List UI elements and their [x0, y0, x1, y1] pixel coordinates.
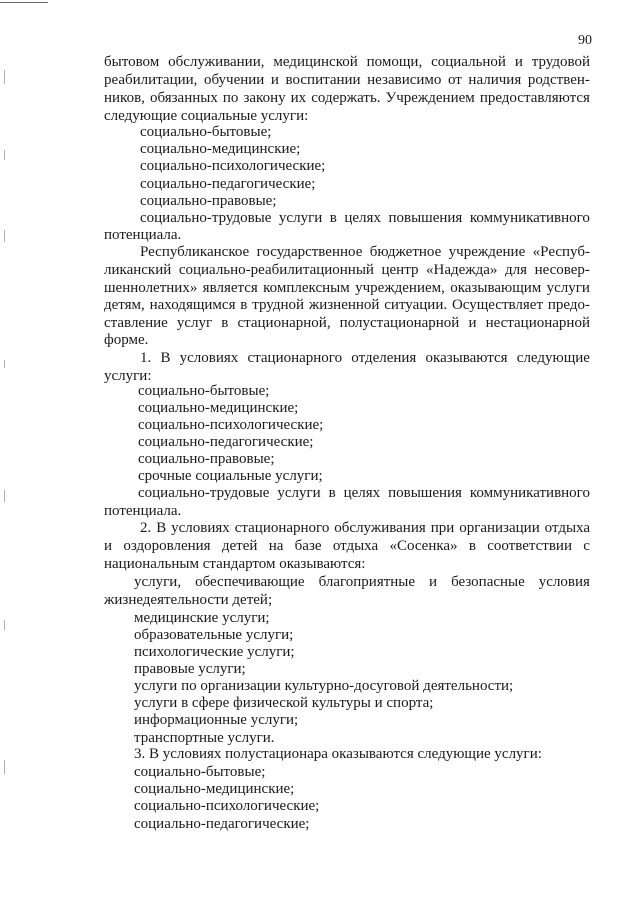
word: обязанных: [149, 90, 218, 106]
word: Республиканское: [140, 244, 250, 260]
word: нестационарной: [485, 315, 590, 331]
text-line: [104, 262, 590, 279]
word: и: [429, 574, 438, 590]
word: оздоровления: [123, 538, 211, 554]
word: находящимся: [149, 297, 236, 313]
word: целях: [344, 210, 381, 226]
word: Осуществляет: [451, 297, 544, 313]
word: и: [270, 72, 279, 88]
word: повышения: [388, 210, 463, 226]
text-line: медицинские услуги;: [134, 610, 270, 626]
scan-margin-marks: [4, 60, 6, 820]
word: учреждение: [448, 244, 526, 260]
word: от: [447, 72, 462, 88]
word: ситуации.: [384, 297, 448, 313]
word: социально-реабилитационный: [178, 262, 374, 278]
word: В: [156, 520, 167, 536]
word: комплексным: [263, 280, 350, 296]
word: ников,: [104, 90, 145, 106]
text-line: услуги:: [104, 368, 152, 384]
text-line: срочные социальные услуги;: [138, 468, 323, 484]
word: реабилитации,: [104, 72, 198, 88]
text-line: [138, 485, 590, 502]
text-line: [140, 210, 590, 227]
word: является: [202, 280, 258, 296]
word: детей: [221, 538, 258, 554]
text-line: информационные услуги;: [134, 712, 299, 728]
word: центр: [381, 262, 419, 278]
word: с: [583, 538, 590, 554]
word: услуг: [176, 315, 213, 331]
text-line: социально-правовые;: [138, 451, 275, 467]
text-line: социально-психологические;: [134, 798, 320, 814]
text-line: социально-медицинские;: [134, 781, 295, 797]
word: полустационарной: [339, 315, 460, 331]
word: оказывающим: [450, 280, 542, 296]
word: целях: [343, 485, 381, 501]
word: содержать.: [311, 90, 381, 106]
word: их: [290, 90, 307, 106]
word: условиях: [179, 350, 239, 366]
word: услуги: [546, 280, 590, 296]
word: коммуникативного: [469, 485, 590, 501]
word: оказываются: [425, 350, 508, 366]
word: организации: [459, 520, 540, 536]
word: обслуживании,: [168, 54, 265, 70]
text-line: [140, 520, 590, 537]
text-line: социально-медицинские;: [138, 400, 299, 416]
text-line: [104, 72, 590, 89]
word: благоприятные: [318, 574, 416, 590]
text-line: [104, 315, 590, 332]
word: по: [222, 90, 239, 106]
word: трудной: [252, 297, 305, 313]
word: жизненной: [308, 297, 380, 313]
text-line: [104, 54, 590, 71]
word: «Респуб-: [532, 244, 590, 260]
word: государственное: [256, 244, 363, 260]
word: медицинской: [273, 54, 358, 70]
text-line: [104, 280, 590, 297]
text-line: [104, 538, 590, 555]
word: предо-: [547, 297, 590, 313]
word: детям,: [104, 297, 145, 313]
word: стационарной,: [237, 315, 331, 331]
text-line: потенциала.: [104, 503, 182, 519]
word: стационарного: [247, 350, 343, 366]
word: при: [430, 520, 455, 536]
text-line: 3. В условиях полустационара оказываются следующие услуги:: [134, 746, 542, 762]
word: закону: [243, 90, 286, 106]
text-line: социально-педагогические;: [140, 176, 316, 192]
text-line: социально-медицинские;: [140, 141, 301, 157]
text-line: социально-психологические;: [138, 417, 324, 433]
word: коммуникативного: [469, 210, 590, 226]
text-line: национальным стандартом оказываются:: [104, 556, 366, 572]
word: В: [160, 350, 171, 366]
word: и: [104, 538, 113, 554]
word: в: [329, 210, 337, 226]
text-line: потенциала.: [104, 227, 182, 243]
word: 1.: [140, 350, 152, 366]
word: обучении: [203, 72, 265, 88]
text-line: [140, 350, 590, 367]
word: повышения: [388, 485, 462, 501]
word: услуги: [277, 485, 321, 501]
word: безопасные: [451, 574, 525, 590]
word: в: [240, 297, 248, 313]
word: помощи,: [366, 54, 423, 70]
word: социально-трудовые: [138, 485, 270, 501]
word: 2.: [140, 520, 152, 536]
word: в: [221, 315, 229, 331]
text-line: жизнедеятельности детей;: [104, 592, 273, 608]
word: трудовой: [531, 54, 590, 70]
text-line: социально-педагогические;: [134, 816, 310, 832]
text-line: следующие социальные услуги:: [104, 108, 309, 124]
text-line: [134, 574, 590, 591]
word: родствен-: [527, 72, 590, 88]
word: ставление: [104, 315, 168, 331]
word: в: [468, 538, 476, 554]
text-line: услуги в сфере физической культуры и спорта;: [134, 695, 434, 711]
word: воспитании: [285, 72, 361, 88]
text-line: социально-бытовые;: [134, 764, 266, 780]
word: стационарного: [234, 520, 330, 536]
word: условия: [538, 574, 590, 590]
word: соответствии: [487, 538, 572, 554]
page-number: 90: [578, 33, 592, 48]
text-line: социально-правовые;: [140, 193, 277, 209]
text-line: [104, 297, 590, 314]
word: услуги: [278, 210, 323, 226]
word: в: [328, 485, 336, 501]
word: ликанский: [104, 262, 172, 278]
word: учреждением,: [355, 280, 445, 296]
text-line: социально-бытовые;: [140, 124, 272, 140]
text-line: [104, 90, 590, 107]
text-line: [140, 244, 590, 261]
word: отделения: [351, 350, 417, 366]
scan-edge-line: [0, 2, 48, 3]
word: Учреждением: [385, 90, 475, 106]
word: для: [504, 262, 528, 278]
word: отдыха: [544, 520, 590, 536]
word: следующие: [516, 350, 590, 366]
word: бюджетное: [369, 244, 442, 260]
word: наличия: [468, 72, 522, 88]
text-line: правовые услуги;: [134, 661, 246, 677]
word: бытовом: [104, 54, 160, 70]
word: шеннолетних»: [104, 280, 198, 296]
word: условиях: [171, 520, 230, 536]
word: предоставляются: [479, 90, 590, 106]
word: и: [514, 54, 523, 70]
text-line: услуги по организации культурно-досуговой деятельности;: [134, 678, 514, 694]
text-line: социально-психологические;: [140, 158, 326, 174]
text-line: социально-педагогические;: [138, 434, 314, 450]
word: независимо: [367, 72, 442, 88]
text-line: форме.: [104, 332, 149, 348]
text-line: образовательные услуги;: [134, 627, 294, 643]
word: «Надежда»: [426, 262, 498, 278]
word: социальной: [431, 54, 506, 70]
word: несовер-: [534, 262, 590, 278]
word: социально-трудовые: [140, 210, 272, 226]
word: услуги,: [134, 574, 182, 590]
word: на: [268, 538, 284, 554]
word: отдыха: [332, 538, 379, 554]
text-line: транспортные услуги.: [134, 730, 275, 746]
word: базе: [294, 538, 322, 554]
word: и: [468, 315, 477, 331]
text-line: социально-бытовые;: [138, 383, 270, 399]
word: «Сосенка»: [389, 538, 458, 554]
word: обслуживания: [334, 520, 426, 536]
text-line: психологические услуги;: [134, 644, 295, 660]
word: обеспечивающие: [195, 574, 305, 590]
